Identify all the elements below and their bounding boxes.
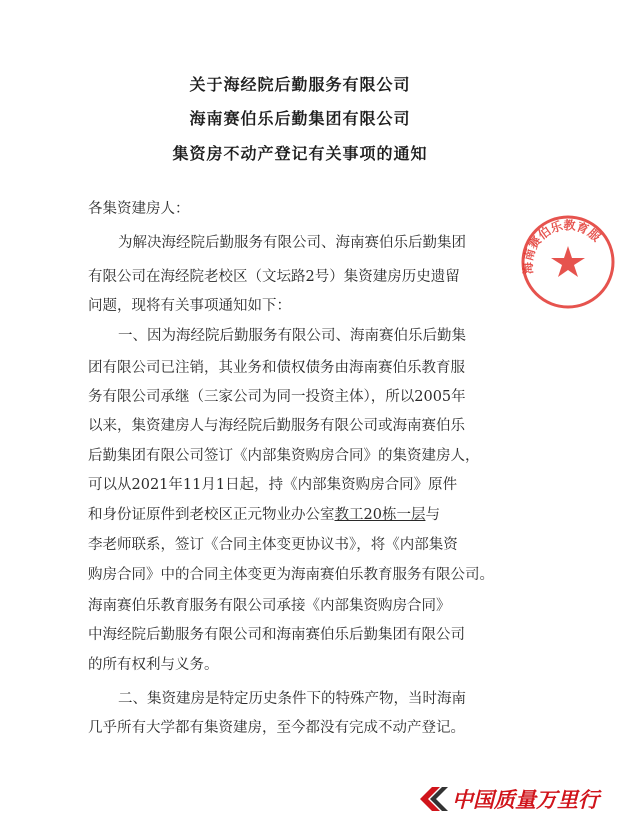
seal-text: 海南赛伯乐教育服 bbox=[520, 218, 604, 275]
body-line: 的所有权利与义务。 bbox=[88, 657, 219, 673]
body-line: 务有限公司承继（三家公司为同一投资主体），所以2005年 bbox=[88, 389, 466, 405]
body-line: 几乎所有大学都有集资建房，至今都没有完成不动产登记。 bbox=[88, 720, 465, 736]
body-line: 以来，集资建房人与海经院后勤服务有限公司或海南赛伯乐 bbox=[88, 418, 465, 434]
company-seal-icon bbox=[518, 212, 618, 312]
body-line: 购房合同》中的合同主体变更为海南赛伯乐教育服务有限公司。 bbox=[88, 567, 494, 583]
logo-chevron-icon bbox=[418, 785, 448, 813]
body-line: 海南赛伯乐教育服务有限公司承接《内部集资购房合同》 bbox=[88, 598, 451, 614]
title-line-3: 集资房不动产登记有关事项的通知 bbox=[172, 144, 428, 163]
body-line: 团有限公司已注销，其业务和债权债务由海南赛伯乐教育服 bbox=[88, 360, 465, 376]
salutation: 各集资建房人： bbox=[88, 201, 190, 217]
body-line: 可以从2021年11月1日起，持《内部集资购房合同》原件 bbox=[88, 477, 458, 493]
watermark-logo bbox=[418, 784, 600, 814]
body-line-text: 和身份证原件到老校区正元物业办公室 bbox=[88, 507, 335, 523]
body-line: 问题，现将有关事项通知如下： bbox=[88, 298, 291, 314]
title-line-1: 关于海经院后勤服务有限公司 bbox=[189, 75, 411, 94]
watermark-text: 中国质量万里行 bbox=[452, 788, 599, 812]
body-line: 一、因为海经院后勤服务有限公司、海南赛伯乐后勤集 bbox=[118, 328, 466, 344]
body-line bbox=[88, 503, 528, 524]
title-line-2: 海南赛伯乐后勤集团有限公司 bbox=[189, 109, 411, 128]
body-line: 李老师联系，签订《合同主体变更协议书》，将《内部集资 bbox=[88, 537, 458, 553]
body-line: 有限公司在海经院老校区（文坛路2号）集资建房历史遗留 bbox=[88, 269, 460, 285]
body-line: 二、集资建房是特定历史条件下的特殊产物，当时海南 bbox=[118, 691, 466, 707]
body-line: 中海经院后勤服务有限公司和海南赛伯乐后勤集团有限公司 bbox=[88, 627, 465, 643]
body-line-tail: 与 bbox=[425, 507, 440, 523]
body-line: 为解决海经院后勤服务有限公司、海南赛伯乐后勤集团 bbox=[118, 235, 466, 251]
office-location-underlined: 教工20栋一层 bbox=[334, 507, 426, 523]
body-line: 后勤集团有限公司签订《内部集资购房合同》的集资建房人， bbox=[88, 448, 480, 464]
